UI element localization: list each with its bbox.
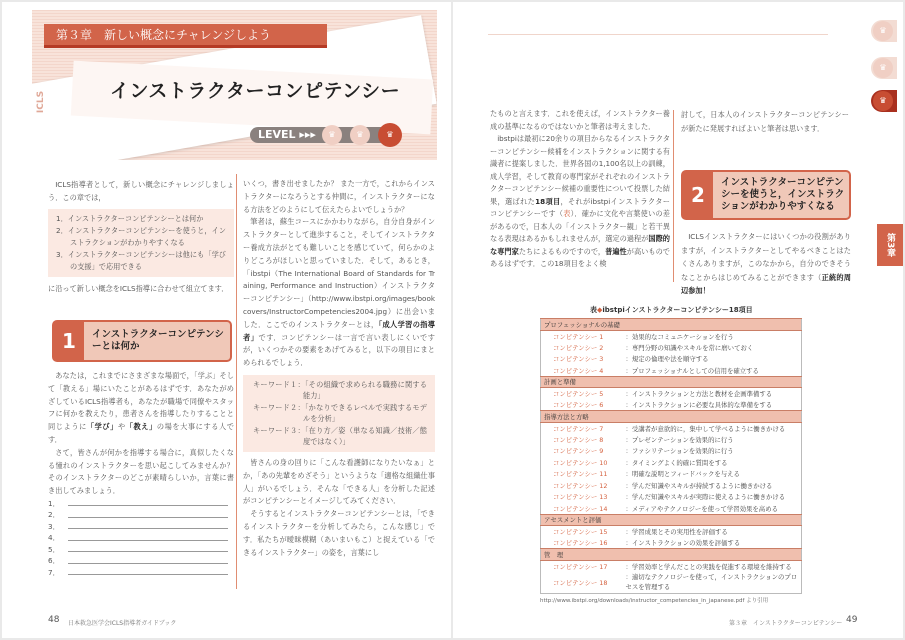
level-medal-active-icon: ♛: [378, 123, 402, 147]
competency-description: ：ファシリテーションを効果的に行う: [625, 447, 734, 456]
competency-description: ：タイミングよく的確に質問をする: [625, 458, 728, 467]
table-row: [541, 468, 802, 480]
table-row: [541, 353, 802, 365]
table-row: [541, 365, 802, 377]
category-label: 計画と準備: [541, 376, 802, 388]
left-column-1-body: [48, 370, 234, 578]
level-medal-active-icon: ♛: [873, 91, 893, 111]
paragraph: 筆者は，蘇生コースにかかわりながら，自分自身がインストラクターとして進歩すること，そしてインストラクター養成方法がとても難しいことを感じていて，何らかのよりどころがほしいと思っていました．そして，あるとき，「ibstpi（The International Board of Standards for Training, Performance and Instruction）インストラクターコンピテンシー」（http://www.ibstpi.org/images/bookcovers/InstructorCompetencies2004.jpg）に出会いました．ここでのインストラクターとは，「成人学習の指導者」です．コンピテンシーは一言で言い表しにくいですが，いくつかその要素をあげてみると，以下の項目にまとめられるでしょう．: [243, 217, 435, 368]
page-number: 48: [48, 615, 60, 625]
competency-id: コンピテンシー 1: [553, 332, 604, 341]
right-column-2-body: [681, 230, 851, 298]
level-medal-icon: ♛: [873, 58, 893, 78]
competency-description: ：学習成果とその実用性を評価する: [625, 528, 728, 536]
table-category-row: [541, 411, 802, 423]
paragraph: たものと言えます．これを使えば，インストラクター養成の基準になるのではないかと筆者は考えました．: [490, 109, 670, 131]
level-medal-icon: ♛: [873, 21, 893, 41]
section-heading-2: [681, 170, 851, 220]
category-label: 指導方法と方略: [541, 411, 802, 423]
blank-line-1[interactable]: 1．: [48, 498, 234, 510]
category-label: 管 理: [541, 549, 802, 561]
competency-description: ：学んだ知識やスキルが実際に使えるように働きかける: [625, 493, 786, 502]
competency-id: コンピテンシー 18: [553, 578, 608, 587]
blank-line-6[interactable]: 6．: [48, 555, 234, 567]
section-title: インストラクターコンピテンシーを使うと，インストラクションがわかりやすくなる: [721, 177, 845, 212]
table-row: [541, 560, 802, 572]
competency-id: コンピテンシー 16: [553, 539, 608, 547]
level-tab-3[interactable]: [871, 90, 897, 112]
intro-list: [48, 209, 234, 277]
competency-id: コンピテンシー 10: [553, 458, 608, 467]
competency-description: ：適切なテクノロジーを使って，インストラクションのプロセスを管理する: [625, 572, 798, 591]
competency-id: コンピテンシー 2: [553, 343, 604, 352]
level-medal-icon: ♛: [322, 125, 342, 145]
table-row: [541, 491, 802, 503]
paragraph: 皆さんの身の回りに「こんな看護師になりたいなぁ」とか，「あの先輩をめざそう」というような「適格な組織仕事人」がいるでしょう．そんな「できる人」を分析した記述がコンピテンシーとイメージしてみてください．: [243, 457, 435, 506]
level-indicator: LEVEL ▸▸▸: [250, 127, 390, 143]
keyword-item: キーワード１：「その組織で求められる職務に関する能力」: [253, 379, 427, 401]
table-category-row: [541, 549, 802, 561]
level-medal-icon: ♛: [350, 125, 370, 145]
table-row: [541, 480, 802, 492]
table-source: http://www.ibstpi.org/downloads/instructor_competencies_in_japanese.pdf より引用: [540, 597, 769, 604]
competency-description: ：インストラクションに必要な具体的な準備をする: [625, 401, 773, 409]
left-page: [2, 2, 451, 638]
paragraph: ibstpiは最初に20余りの項目からなるインストラクターコンピテンシー候補をインストラクションに関する有識者に提案しました．世界各国の1,100名以上の訓練，成人学習，そして教育の専門家がそれぞれのインストラクターコンピテンシー候補の重要性について投票した結果，選ばれた18項目，それがibstpiインストラクターコンピテンシーです（表）．確かに文化や言葉使いの差があるので，日本人の「インストラクター観」と若干異なる表現はあるかもしれませんが，選定の過程が国際的な専門家たちによるものですので，普遍性が高いものであるはずです．この18項目をよく検: [490, 134, 670, 268]
table-category-row: [541, 514, 802, 526]
table-row: [541, 388, 802, 400]
paragraph: 討して，日本人のインストラクターコンピテンシーが新たに発展すればよいと筆者は思います．: [681, 110, 849, 133]
section-number: 1: [54, 322, 84, 360]
right-column-1: [490, 108, 670, 271]
competency-id: コンピテンシー 9: [553, 447, 604, 456]
competency-id: コンピテンシー 4: [553, 366, 604, 375]
category-label: アセスメントと評価: [541, 514, 802, 526]
table-row: [541, 434, 802, 446]
paragraph: いくつ，書き出せましたか？ また一方で，これからインストラクターになろうとする仲間に，インストラクターになる方法をどのようにして伝えたらよいでしょうか？: [243, 179, 435, 214]
table-row: [541, 526, 802, 538]
table-row: [541, 399, 802, 411]
table-category-row: [541, 319, 802, 331]
keyword-item: キーワード３：「在り方／姿（単なる知識／技術／態度ではなく）」: [253, 425, 427, 447]
footer-text: 第３章 インストラクターコンピテンシー: [729, 620, 843, 627]
competency-description: ：規定の倫理や法を順守する: [625, 355, 709, 364]
blank-line-7[interactable]: 7．: [48, 567, 234, 579]
competency-description: ：プロフェッショナルとしての信用を確立する: [625, 366, 759, 375]
competency-id: コンピテンシー 15: [553, 528, 608, 536]
list-item: 3．インストラクターコンピテンシーは他にも「学びの支援」で応用できる: [56, 250, 226, 271]
blank-line-5[interactable]: 5．: [48, 544, 234, 556]
chapter-band: 第３章 新しい概念にチャレンジしよう: [44, 24, 327, 48]
left-column-1: [48, 178, 234, 295]
intro-after: に沿って新しい概念をICLS指導に合わせて組立てます．: [48, 284, 229, 293]
list-item: 2．インストラクターコンピテンシーを使うと，インストラクションがわかりやすくなる: [56, 226, 226, 247]
competency-description: ：インストラクションの効果を評価する: [625, 539, 741, 547]
table-row: [541, 503, 802, 515]
competency-description: ：専門分野の知識やスキルを常に磨いておく: [625, 343, 754, 352]
table-row: [541, 572, 802, 594]
header-rule: [488, 34, 828, 35]
intro-text: ICLS指導者として，新しい概念にチャレンジしましょう．この章では，: [48, 180, 234, 202]
competency-id: コンピテンシー 17: [553, 562, 608, 571]
competency-id: コンピテンシー 8: [553, 435, 604, 444]
icls-logo: ICLS: [36, 90, 47, 114]
competency-id: コンピテンシー 12: [553, 481, 608, 490]
competency-id: コンピテンシー 5: [553, 390, 604, 398]
table-row: [541, 422, 802, 434]
competency-id: コンピテンシー 7: [553, 424, 604, 433]
competency-description: ：受講者が意欲的に，集中して学べるように働きかける: [625, 424, 786, 433]
table-caption: 表◆ibstpiインストラクターコンピテンシー18項目: [590, 306, 753, 314]
table-row: [541, 330, 802, 342]
paragraph: ICLSインストラクターにはいくつかの役割がありますが，インストラクターとしてやるべきことはたくさんありますが，このなかから，自分のできそうなことからはじめてみることができます（正統的周辺参加！: [681, 232, 851, 295]
table-category-row: [541, 376, 802, 388]
table-row: [541, 537, 802, 549]
competency-description: ：メディアやテクノロジーを使って学習効果を高める: [625, 504, 778, 513]
section-number: 2: [683, 172, 713, 218]
competency-description: ：明確な説明とフィードバックを与える: [625, 470, 740, 479]
competency-id: コンピテンシー 6: [553, 401, 604, 409]
category-label: プロフェッショナルの基礎: [541, 319, 802, 331]
list-item: 1．インストラクターコンピテンシーとは何か: [56, 214, 204, 223]
competency-id: コンピテンシー 3: [553, 355, 604, 364]
page-title: インストラクターコンピテンシー: [110, 80, 401, 102]
competency-description: ：学んだ知識やスキルが持続するように働きかける: [625, 481, 773, 490]
table-wrapper: [540, 318, 802, 604]
paragraph: さて，皆さんが何かを指導する場合に，真似したくなる憧れのインストラクターを思い起こしてみませんか？ そのインストラクターのどこが素晴らしいか，言葉に書き出してみましょう．: [48, 447, 234, 496]
chapter-side-tab[interactable]: 第3章: [877, 224, 903, 266]
section-heading-1: [52, 320, 232, 362]
blank-line-3[interactable]: 3．: [48, 521, 234, 533]
section-title: インストラクターコンピテンシーとは何か: [92, 329, 224, 352]
competency-id: コンピテンシー 13: [553, 493, 608, 502]
blank-line-2[interactable]: 2．: [48, 509, 234, 521]
paragraph: そうするとインストラクターコンピテンシーとは，「できるインストラクターを分析してみたら，こんな感じ」です．私たちが曖昧模糊（あいまいもこ）と捉えている「できるインストラクター」の姿を，言葉にし: [243, 509, 435, 557]
column-divider: [673, 110, 674, 282]
right-column-2: [681, 108, 849, 135]
table-row: [541, 342, 802, 354]
competency-id: コンピテンシー 14: [553, 504, 608, 513]
competency-description: ：学習効率と学んだことの実践を促進する環境を維持する: [625, 562, 792, 571]
competency-description: ：効果的なコミュニケーションを行う: [625, 332, 734, 341]
blank-line-4[interactable]: 4．: [48, 532, 234, 544]
keyword-item: キーワード２：「かなりできるレベルで実践するモデルを分析」: [253, 402, 427, 424]
competency-id: コンピテンシー 11: [553, 470, 608, 479]
keyword-box: [243, 375, 435, 452]
page-number: 49: [846, 615, 858, 625]
table-row: [541, 445, 802, 457]
column-divider: [236, 174, 237, 589]
level-tab-1[interactable]: [871, 20, 897, 42]
level-tab-2[interactable]: [871, 57, 897, 79]
left-column-2: [243, 178, 435, 559]
competency-description: ：プレゼンテーションを効果的に行う: [625, 435, 734, 444]
paragraph: あなたは，これまでにさまざまな場面で，「学ぶ」そして「教える」場にいたことがあるはずです．あなたがめざしているICLS指導者も，あなたが職場で同僚やスタッフに何かを教えたり，患者さんを指導したりすることと同じように「学び」や「教え」の場を大事にする人です．: [48, 371, 234, 444]
competency-description: ：インストラクションと方法と教材を企画準備する: [625, 390, 773, 398]
footer-text: 日本救急医学会ICLS指導者ガイドブック: [68, 620, 177, 627]
competency-table: [540, 318, 802, 594]
table-row: [541, 457, 802, 469]
